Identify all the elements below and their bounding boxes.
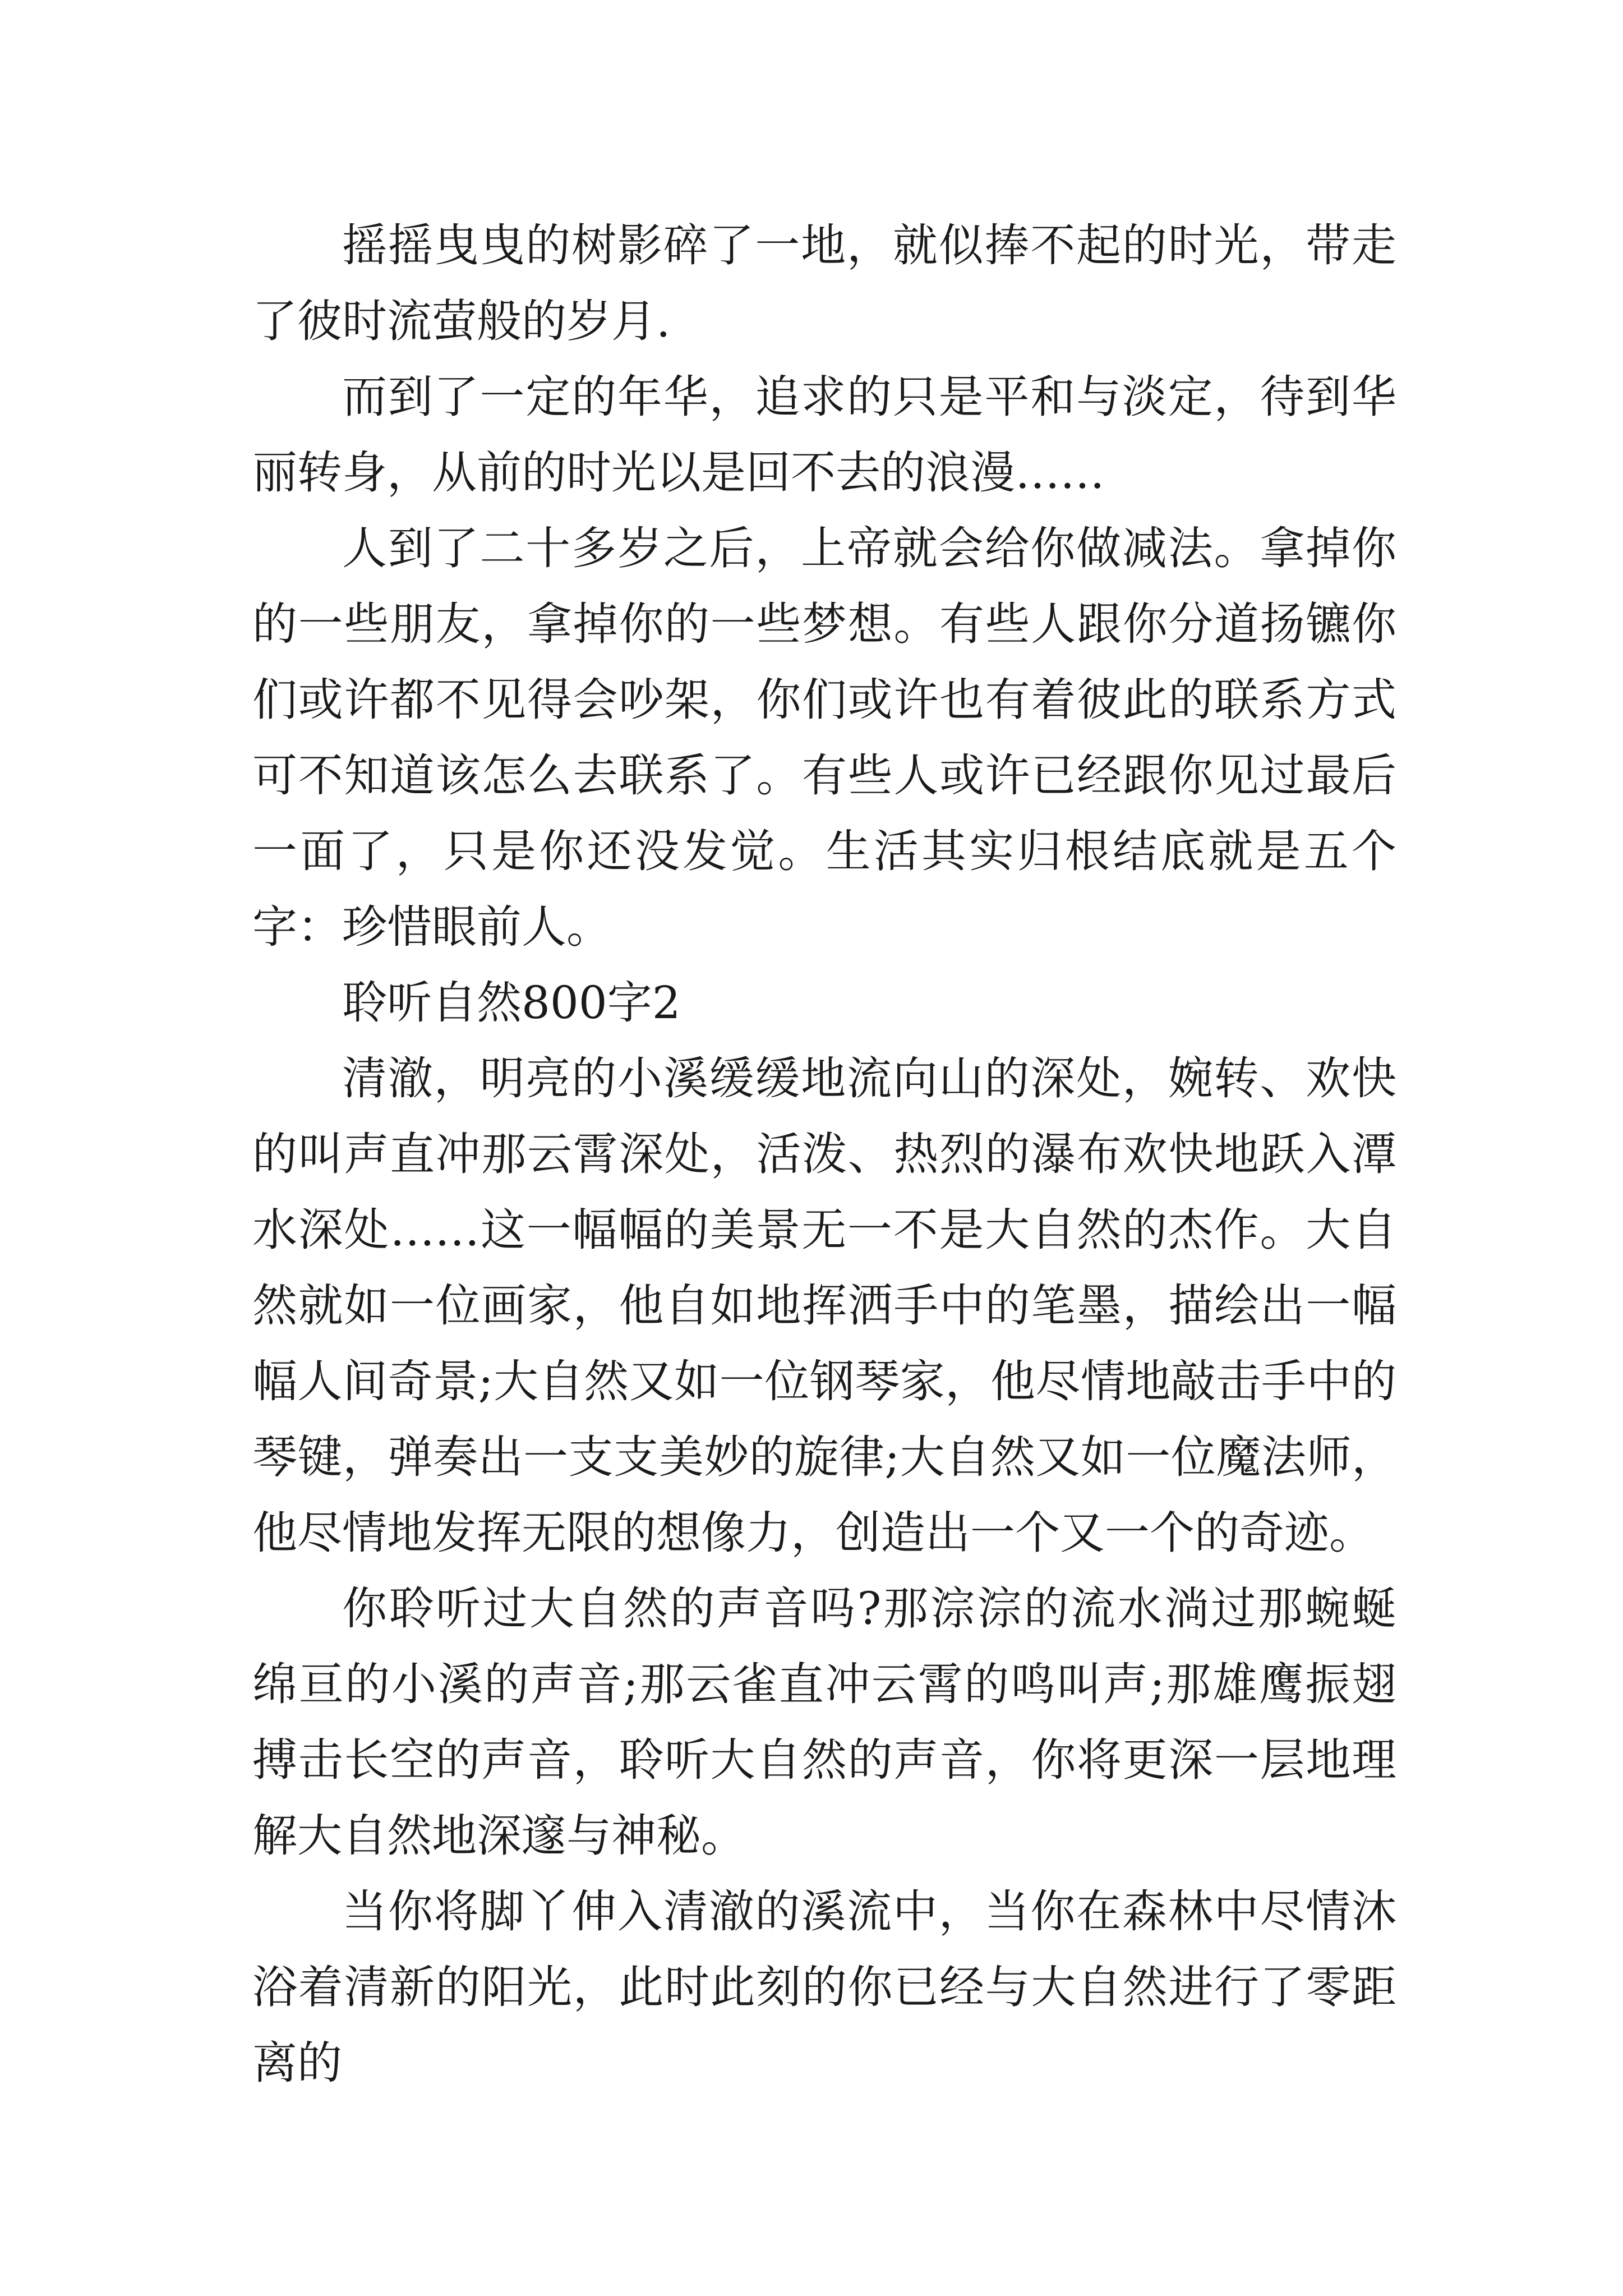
paragraph-stream-sunlight: 当你将脚丫伸入清澈的溪流中，当你在森林中尽情沐浴着清新的阳光，此时此刻的你已经与大自然进行了零距离的 (252, 1885, 1396, 2089)
paragraph-cherish-people: 人到了二十多岁之后，上帝就会给你做减法。拿掉你的一些朋友，拿掉你的一些梦想。有些人跟你分道扬镳你们或许都不见得会吵架，你们或许也有着彼此的联系方式可不知道该怎么去联系了。有些人或许已经跟你见过最后一面了，只是你还没发觉。生活其实归根结底就是五个字：珍惜眼前人。 (252, 522, 1396, 953)
paragraph-nature-masterpiece: 清澈，明亮的小溪缓缓地流向山的深处，婉转、欢快的叫声直冲那云霄深处，活泼、热烈的瀑布欢快地跃入潭水深处……这一幅幅的美景无一不是大自然的杰作。大自然就如一位画家，他自如地挥洒手中的笔墨，描绘出一幅幅人间奇景;大自然又如一位钢琴家，他尽情地敲击手中的琴键，弹奏出一支支美妙的旋律;大自然又如一位魔法师，他尽情地发挥无限的想像力，创造出一个又一个的奇迹。 (252, 1052, 1396, 1559)
paragraph-tree-shadows: 摇摇曳曳的树影碎了一地，就似捧不起的时光，带走了彼时流萤般的岁月. (252, 219, 1396, 347)
paragraph-nature-sounds: 你聆听过大自然的声音吗?那淙淙的流水淌过那蜿蜒绵亘的小溪的声音;那云雀直冲云霄的鸣叫声;那雄鹰振翅搏击长空的声音，聆听大自然的声音，你将更深一层地理解大自然地深邃与神秘。 (252, 1582, 1396, 1862)
document-body (252, 208, 1396, 2101)
paragraph-graceful-turn: 而到了一定的年华，追求的只是平和与淡定，待到华丽转身，从前的时光以是回不去的浪漫…… (252, 371, 1396, 499)
section-heading: 聆听自然800字2 (342, 977, 681, 1029)
